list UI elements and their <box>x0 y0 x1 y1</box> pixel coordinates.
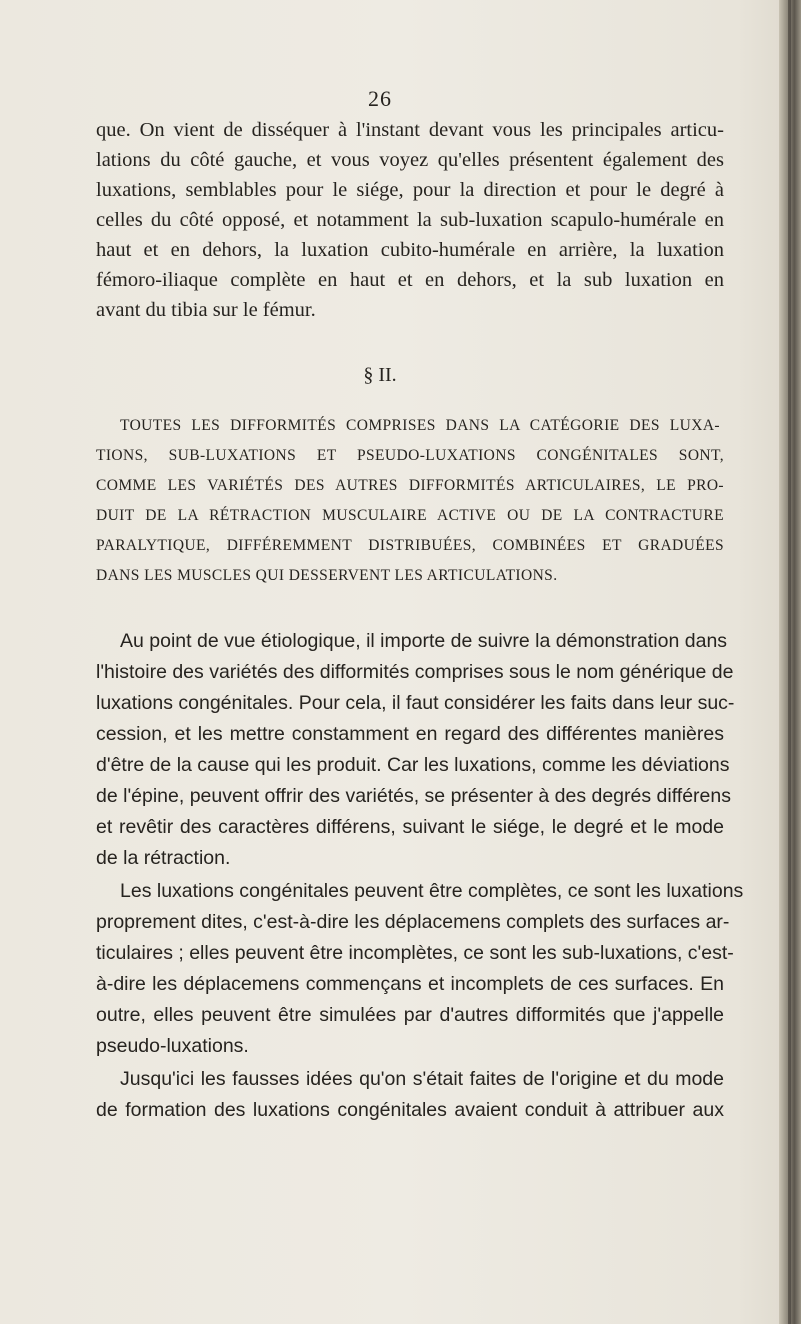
etiology-line-3: luxations congénitales. Pour cela, il faut considérer les faits dans leur suc- <box>96 692 735 714</box>
section-heading-line-5: PARALYTIQUE, DIFFÉREMMENT DISTRIBUÉES, COMBINÉES ET GRADUÉES <box>96 537 724 554</box>
luxations-line-3: ticulaires ; elles peuvent être incomplètes, ce sont les sub-luxations, c'est- <box>96 942 734 964</box>
etiology-line-1: Au point de vue étiologique, il importe de suivre la démonstration dans <box>120 630 728 652</box>
false-ideas-line-2: de formation des luxations congénitales avaient conduit à attribuer aux <box>96 1099 724 1121</box>
section-mark: § II. <box>363 364 397 386</box>
intro-line-7: avant du tibia sur le fémur. <box>96 299 316 321</box>
intro-line-3: luxations, semblables pour le siége, pour la direction et pour le degré à <box>96 179 724 201</box>
etiology-line-4: cession, et les mettre constamment en regard des différentes manières <box>96 723 724 745</box>
luxations-line-2: proprement dites, c'est-à-dire les déplacemens complets des surfaces ar- <box>96 911 730 933</box>
section-heading-line-1: TOUTES LES DIFFORMITÉS COMPRISES DANS LA CATÉGORIE DES LUXA- <box>120 417 720 434</box>
section-heading-line-4: DUIT DE LA RÉTRACTION MUSCULAIRE ACTIVE OU DE LA CONTRACTURE <box>96 507 724 524</box>
etiology-line-7: et revêtir des caractères différens, suivant le siége, le degré et le mode <box>96 816 724 838</box>
page-number: 26 <box>368 86 392 111</box>
false-ideas-line-1: Jusqu'ici les fausses idées qu'on s'était faites de l'origine et du mode <box>120 1068 724 1090</box>
intro-line-2: lations du côté gauche, et vous voyez qu'elles présentent également des <box>96 149 724 171</box>
luxations-line-6: pseudo-luxations. <box>96 1035 249 1057</box>
etiology-line-2: l'histoire des variétés des difformités comprises sous le nom générique de <box>96 661 734 683</box>
page-edge-shadow <box>788 0 791 1324</box>
etiology-line-8: de la rétraction. <box>96 847 231 869</box>
luxations-line-5: outre, elles peuvent être simulées par d'autres difformités que j'appelle <box>96 1004 724 1026</box>
section-heading-line-6: DANS LES MUSCLES QUI DESSERVENT LES ARTICULATIONS. <box>96 567 558 584</box>
intro-line-4: celles du côté opposé, et notamment la sub-luxation scapulo-humérale en <box>96 209 724 231</box>
intro-line-6: fémoro-iliaque complète en haut et en dehors, et la sub luxation en <box>96 269 724 291</box>
intro-line-5: haut et en dehors, la luxation cubito-humérale en arrière, la luxation <box>96 239 724 261</box>
luxations-line-4: à-dire les déplacemens commençans et incomplets de ces surfaces. En <box>96 973 724 995</box>
intro-line-1: que. On vient de disséquer à l'instant devant vous les principales articu- <box>96 119 724 141</box>
luxations-line-1: Les luxations congénitales peuvent être complètes, ce sont les luxations <box>120 880 744 902</box>
section-heading-line-3: COMME LES VARIÉTÉS DES AUTRES DIFFORMITÉS ARTICULAIRES, LE PRO- <box>96 477 724 494</box>
etiology-line-5: d'être de la cause qui les produit. Car les luxations, comme les déviations <box>96 754 730 776</box>
section-heading-line-2: TIONS, SUB-LUXATIONS ET PSEUDO-LUXATIONS CONGÉNITALES SONT, <box>96 447 724 464</box>
etiology-line-6: de l'épine, peuvent offrir des variétés, se présenter à des degrés différens <box>96 785 731 807</box>
